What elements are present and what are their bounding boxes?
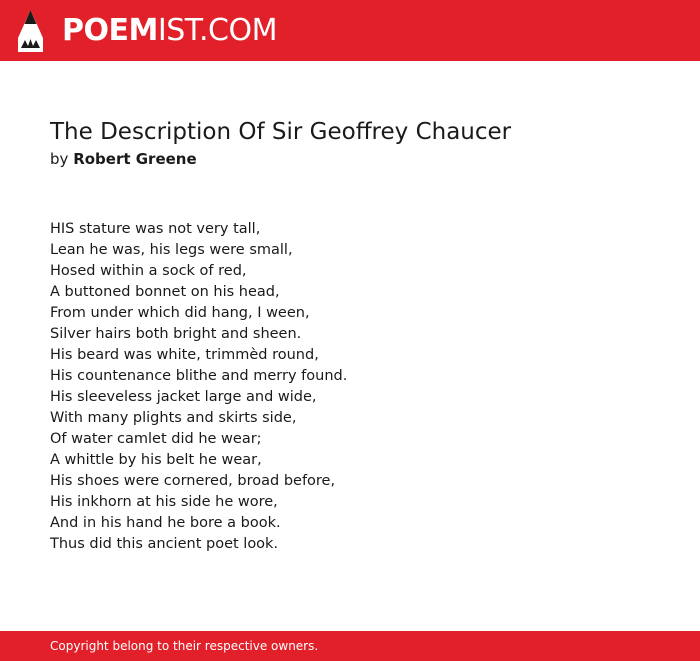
pencil-tip-icon[interactable] <box>18 10 43 52</box>
poem-line: His shoes were cornered, broad before, <box>50 473 336 489</box>
poem-line: HIS stature was not very tall, <box>50 221 261 237</box>
author-name: Robert Greene <box>73 150 197 168</box>
site-footer <box>0 631 700 661</box>
site-logo[interactable] <box>62 13 277 49</box>
poem-title: The Description Of Sir Geoffrey Chaucer <box>50 119 512 145</box>
site-header <box>0 0 700 61</box>
poem-line: A whittle by his belt he wear, <box>50 452 262 468</box>
poem-line: Thus did this ancient poet look. <box>50 536 279 552</box>
poem-line: His countenance blithe and merry found. <box>50 368 348 384</box>
logo-text-bold: POEM <box>62 13 158 48</box>
by-label: by <box>50 150 69 168</box>
poem-body <box>50 219 347 555</box>
copyright-text: Copyright belong to their respective owners. <box>50 639 319 653</box>
poem-line: His sleeveless jacket large and wide, <box>50 389 317 405</box>
poem-line: With many plights and skirts side, <box>50 410 297 426</box>
poem-line: His beard was white, trimmèd round, <box>50 347 319 363</box>
poem-line: Of water camlet did he wear; <box>50 431 262 447</box>
poem-line: Silver hairs both bright and sheen. <box>50 326 302 342</box>
poem-line: A buttoned bonnet on his head, <box>50 284 280 300</box>
poem-line: From under which did hang, I ween, <box>50 305 310 321</box>
poem-line: Lean he was, his legs were small, <box>50 242 293 258</box>
poem-line: Hosed within a sock of red, <box>50 263 247 279</box>
byline <box>50 149 197 169</box>
poem-line: And in his hand he bore a book. <box>50 515 281 531</box>
logo-text-light: IST.COM <box>157 13 277 48</box>
poem-line: His inkhorn at his side he wore, <box>50 494 278 510</box>
